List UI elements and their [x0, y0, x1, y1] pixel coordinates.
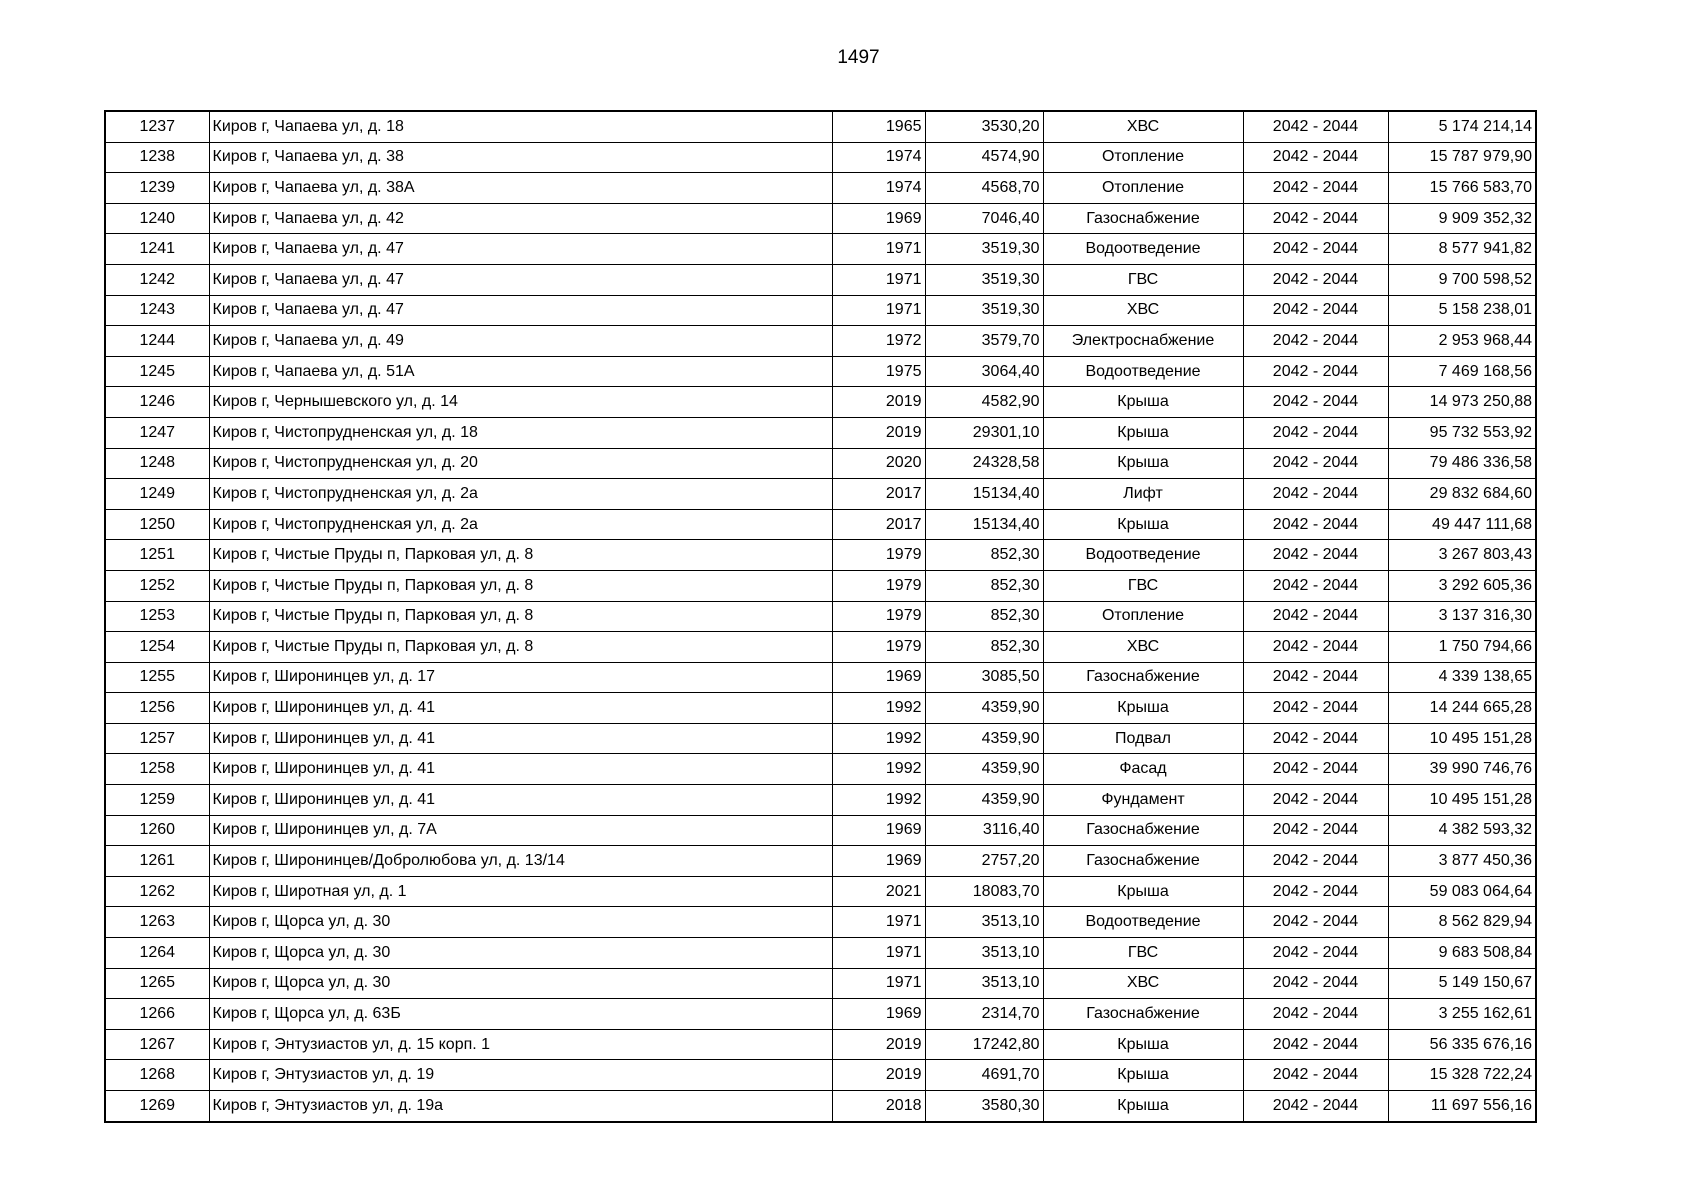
row-number-cell: 1263 [105, 907, 209, 938]
area-cell: 3580,30 [925, 1091, 1043, 1122]
work-type-cell: Крыша [1043, 448, 1243, 479]
area-cell: 3519,30 [925, 295, 1043, 326]
period-cell: 2042 - 2044 [1243, 907, 1388, 938]
table-row [105, 356, 1536, 387]
row-number-cell: 1268 [105, 1060, 209, 1091]
table-row [105, 601, 1536, 632]
table-row [105, 479, 1536, 510]
work-type-cell: Крыша [1043, 387, 1243, 418]
cost-cell: 11 697 556,16 [1388, 1091, 1536, 1122]
row-number-cell: 1242 [105, 264, 209, 295]
table-row [105, 387, 1536, 418]
area-cell: 3116,40 [925, 815, 1043, 846]
address-cell: Киров г, Чистопрудненская ул, д. 20 [209, 448, 832, 479]
year-cell: 1969 [832, 999, 925, 1030]
period-cell: 2042 - 2044 [1243, 356, 1388, 387]
table-row [105, 968, 1536, 999]
year-cell: 2019 [832, 1029, 925, 1060]
year-cell: 1974 [832, 142, 925, 173]
work-type-cell: Газоснабжение [1043, 203, 1243, 234]
year-cell: 1992 [832, 723, 925, 754]
table-row [105, 448, 1536, 479]
work-type-cell: ГВС [1043, 264, 1243, 295]
area-cell: 2757,20 [925, 846, 1043, 877]
row-number-cell: 1249 [105, 479, 209, 510]
table-row [105, 846, 1536, 877]
row-number-cell: 1251 [105, 540, 209, 571]
address-cell: Киров г, Чапаева ул, д. 18 [209, 111, 832, 142]
address-cell: Киров г, Чапаева ул, д. 47 [209, 295, 832, 326]
year-cell: 2019 [832, 417, 925, 448]
table-row [105, 815, 1536, 846]
work-type-cell: Отопление [1043, 601, 1243, 632]
year-cell: 2017 [832, 509, 925, 540]
table-row [105, 540, 1536, 571]
area-cell: 4582,90 [925, 387, 1043, 418]
period-cell: 2042 - 2044 [1243, 968, 1388, 999]
area-cell: 852,30 [925, 540, 1043, 571]
area-cell: 3530,20 [925, 111, 1043, 142]
year-cell: 2021 [832, 876, 925, 907]
row-number-cell: 1256 [105, 693, 209, 724]
address-cell: Киров г, Щорса ул, д. 30 [209, 968, 832, 999]
year-cell: 1979 [832, 540, 925, 571]
year-cell: 1971 [832, 295, 925, 326]
table-row [105, 203, 1536, 234]
period-cell: 2042 - 2044 [1243, 876, 1388, 907]
year-cell: 1992 [832, 754, 925, 785]
address-cell: Киров г, Чистые Пруды п, Парковая ул, д. 8 [209, 601, 832, 632]
cost-cell: 95 732 553,92 [1388, 417, 1536, 448]
table-row [105, 662, 1536, 693]
year-cell: 2018 [832, 1091, 925, 1122]
work-type-cell: Газоснабжение [1043, 999, 1243, 1030]
capital-repair-table [104, 110, 1537, 1123]
year-cell: 1992 [832, 693, 925, 724]
address-cell: Киров г, Щорса ул, д. 30 [209, 907, 832, 938]
table-row [105, 111, 1536, 142]
period-cell: 2042 - 2044 [1243, 785, 1388, 816]
cost-cell: 3 267 803,43 [1388, 540, 1536, 571]
address-cell: Киров г, Широтная ул, д. 1 [209, 876, 832, 907]
row-number-cell: 1253 [105, 601, 209, 632]
work-type-cell: Подвал [1043, 723, 1243, 754]
table-row [105, 723, 1536, 754]
address-cell: Киров г, Чистопрудненская ул, д. 2а [209, 479, 832, 510]
year-cell: 2020 [832, 448, 925, 479]
row-number-cell: 1269 [105, 1091, 209, 1122]
address-cell: Киров г, Чапаева ул, д. 47 [209, 234, 832, 265]
period-cell: 2042 - 2044 [1243, 295, 1388, 326]
area-cell: 17242,80 [925, 1029, 1043, 1060]
address-cell: Киров г, Чистопрудненская ул, д. 2а [209, 509, 832, 540]
year-cell: 1971 [832, 968, 925, 999]
work-type-cell: Крыша [1043, 1029, 1243, 1060]
address-cell: Киров г, Щорса ул, д. 30 [209, 938, 832, 969]
work-type-cell: ГВС [1043, 570, 1243, 601]
address-cell: Киров г, Щорса ул, д. 63Б [209, 999, 832, 1030]
area-cell: 15134,40 [925, 509, 1043, 540]
year-cell: 1975 [832, 356, 925, 387]
address-cell: Киров г, Чистопрудненская ул, д. 18 [209, 417, 832, 448]
work-type-cell: Крыша [1043, 693, 1243, 724]
row-number-cell: 1254 [105, 632, 209, 663]
cost-cell: 9 909 352,32 [1388, 203, 1536, 234]
period-cell: 2042 - 2044 [1243, 417, 1388, 448]
row-number-cell: 1244 [105, 326, 209, 357]
row-number-cell: 1239 [105, 173, 209, 204]
area-cell: 3579,70 [925, 326, 1043, 357]
cost-cell: 5 149 150,67 [1388, 968, 1536, 999]
address-cell: Киров г, Чапаева ул, д. 47 [209, 264, 832, 295]
period-cell: 2042 - 2044 [1243, 1029, 1388, 1060]
period-cell: 2042 - 2044 [1243, 662, 1388, 693]
row-number-cell: 1265 [105, 968, 209, 999]
cost-cell: 2 953 968,44 [1388, 326, 1536, 357]
area-cell: 3519,30 [925, 234, 1043, 265]
table-row [105, 754, 1536, 785]
area-cell: 3085,50 [925, 662, 1043, 693]
row-number-cell: 1260 [105, 815, 209, 846]
cost-cell: 15 328 722,24 [1388, 1060, 1536, 1091]
year-cell: 1971 [832, 264, 925, 295]
cost-cell: 3 137 316,30 [1388, 601, 1536, 632]
area-cell: 2314,70 [925, 999, 1043, 1030]
period-cell: 2042 - 2044 [1243, 111, 1388, 142]
area-cell: 4691,70 [925, 1060, 1043, 1091]
period-cell: 2042 - 2044 [1243, 479, 1388, 510]
row-number-cell: 1257 [105, 723, 209, 754]
table-row [105, 142, 1536, 173]
row-number-cell: 1252 [105, 570, 209, 601]
table-row [105, 295, 1536, 326]
work-type-cell: Отопление [1043, 142, 1243, 173]
period-cell: 2042 - 2044 [1243, 815, 1388, 846]
address-cell: Киров г, Чистые Пруды п, Парковая ул, д. 8 [209, 570, 832, 601]
row-number-cell: 1246 [105, 387, 209, 418]
work-type-cell: Водоотведение [1043, 234, 1243, 265]
year-cell: 1969 [832, 815, 925, 846]
period-cell: 2042 - 2044 [1243, 632, 1388, 663]
work-type-cell: Отопление [1043, 173, 1243, 204]
table-row [105, 632, 1536, 663]
work-type-cell: Крыша [1043, 417, 1243, 448]
work-type-cell: Газоснабжение [1043, 815, 1243, 846]
work-type-cell: ХВС [1043, 111, 1243, 142]
work-type-cell: Лифт [1043, 479, 1243, 510]
period-cell: 2042 - 2044 [1243, 203, 1388, 234]
address-cell: Киров г, Широнинцев ул, д. 41 [209, 754, 832, 785]
area-cell: 18083,70 [925, 876, 1043, 907]
row-number-cell: 1247 [105, 417, 209, 448]
address-cell: Киров г, Энтузиастов ул, д. 15 корп. 1 [209, 1029, 832, 1060]
address-cell: Киров г, Широнинцев ул, д. 41 [209, 693, 832, 724]
row-number-cell: 1248 [105, 448, 209, 479]
address-cell: Киров г, Чернышевского ул, д. 14 [209, 387, 832, 418]
cost-cell: 56 335 676,16 [1388, 1029, 1536, 1060]
cost-cell: 9 700 598,52 [1388, 264, 1536, 295]
period-cell: 2042 - 2044 [1243, 448, 1388, 479]
row-number-cell: 1240 [105, 203, 209, 234]
row-number-cell: 1266 [105, 999, 209, 1030]
area-cell: 4359,90 [925, 693, 1043, 724]
area-cell: 4359,90 [925, 723, 1043, 754]
work-type-cell: ГВС [1043, 938, 1243, 969]
table-row [105, 264, 1536, 295]
period-cell: 2042 - 2044 [1243, 173, 1388, 204]
cost-cell: 8 562 829,94 [1388, 907, 1536, 938]
year-cell: 2019 [832, 387, 925, 418]
year-cell: 1992 [832, 785, 925, 816]
area-cell: 3513,10 [925, 938, 1043, 969]
row-number-cell: 1238 [105, 142, 209, 173]
area-cell: 3064,40 [925, 356, 1043, 387]
cost-cell: 39 990 746,76 [1388, 754, 1536, 785]
work-type-cell: Крыша [1043, 509, 1243, 540]
table-row [105, 907, 1536, 938]
period-cell: 2042 - 2044 [1243, 1091, 1388, 1122]
cost-cell: 3 292 605,36 [1388, 570, 1536, 601]
address-cell: Киров г, Энтузиастов ул, д. 19а [209, 1091, 832, 1122]
area-cell: 7046,40 [925, 203, 1043, 234]
table-row [105, 876, 1536, 907]
area-cell: 852,30 [925, 632, 1043, 663]
cost-cell: 4 339 138,65 [1388, 662, 1536, 693]
area-cell: 29301,10 [925, 417, 1043, 448]
cost-cell: 10 495 151,28 [1388, 785, 1536, 816]
work-type-cell: Фундамент [1043, 785, 1243, 816]
work-type-cell: ХВС [1043, 295, 1243, 326]
row-number-cell: 1243 [105, 295, 209, 326]
year-cell: 1971 [832, 234, 925, 265]
cost-cell: 9 683 508,84 [1388, 938, 1536, 969]
year-cell: 1971 [832, 938, 925, 969]
area-cell: 4574,90 [925, 142, 1043, 173]
cost-cell: 15 787 979,90 [1388, 142, 1536, 173]
cost-cell: 7 469 168,56 [1388, 356, 1536, 387]
area-cell: 3513,10 [925, 907, 1043, 938]
cost-cell: 1 750 794,66 [1388, 632, 1536, 663]
address-cell: Киров г, Чапаева ул, д. 38 [209, 142, 832, 173]
work-type-cell: Газоснабжение [1043, 662, 1243, 693]
work-type-cell: Крыша [1043, 1060, 1243, 1091]
table-row [105, 1060, 1536, 1091]
area-cell: 4359,90 [925, 785, 1043, 816]
row-number-cell: 1237 [105, 111, 209, 142]
period-cell: 2042 - 2044 [1243, 754, 1388, 785]
address-cell: Киров г, Широнинцев ул, д. 41 [209, 785, 832, 816]
year-cell: 1979 [832, 632, 925, 663]
area-cell: 15134,40 [925, 479, 1043, 510]
cost-cell: 14 973 250,88 [1388, 387, 1536, 418]
cost-cell: 8 577 941,82 [1388, 234, 1536, 265]
year-cell: 1971 [832, 907, 925, 938]
table-row [105, 938, 1536, 969]
table-row [105, 234, 1536, 265]
address-cell: Киров г, Чапаева ул, д. 42 [209, 203, 832, 234]
area-cell: 852,30 [925, 570, 1043, 601]
row-number-cell: 1258 [105, 754, 209, 785]
cost-cell: 79 486 336,58 [1388, 448, 1536, 479]
address-cell: Киров г, Чапаева ул, д. 51А [209, 356, 832, 387]
period-cell: 2042 - 2044 [1243, 999, 1388, 1030]
row-number-cell: 1259 [105, 785, 209, 816]
year-cell: 1979 [832, 601, 925, 632]
area-cell: 4359,90 [925, 754, 1043, 785]
work-type-cell: Водоотведение [1043, 540, 1243, 571]
table-row [105, 1091, 1536, 1122]
row-number-cell: 1264 [105, 938, 209, 969]
period-cell: 2042 - 2044 [1243, 1060, 1388, 1091]
year-cell: 1979 [832, 570, 925, 601]
table-row [105, 785, 1536, 816]
year-cell: 1969 [832, 662, 925, 693]
address-cell: Киров г, Энтузиастов ул, д. 19 [209, 1060, 832, 1091]
table-row [105, 509, 1536, 540]
period-cell: 2042 - 2044 [1243, 601, 1388, 632]
table-body [105, 111, 1536, 1122]
table-row [105, 570, 1536, 601]
work-type-cell: Водоотведение [1043, 356, 1243, 387]
area-cell: 3513,10 [925, 968, 1043, 999]
period-cell: 2042 - 2044 [1243, 723, 1388, 754]
cost-cell: 10 495 151,28 [1388, 723, 1536, 754]
work-type-cell: Крыша [1043, 876, 1243, 907]
row-number-cell: 1262 [105, 876, 209, 907]
cost-cell: 49 447 111,68 [1388, 509, 1536, 540]
year-cell: 1969 [832, 203, 925, 234]
row-number-cell: 1255 [105, 662, 209, 693]
address-cell: Киров г, Чистые Пруды п, Парковая ул, д. 8 [209, 540, 832, 571]
row-number-cell: 1241 [105, 234, 209, 265]
row-number-cell: 1250 [105, 509, 209, 540]
address-cell: Киров г, Широнинцев/Добролюбова ул, д. 13/14 [209, 846, 832, 877]
area-cell: 24328,58 [925, 448, 1043, 479]
area-cell: 852,30 [925, 601, 1043, 632]
table-row [105, 417, 1536, 448]
period-cell: 2042 - 2044 [1243, 509, 1388, 540]
work-type-cell: ХВС [1043, 632, 1243, 663]
address-cell: Киров г, Чапаева ул, д. 38А [209, 173, 832, 204]
table-row [105, 999, 1536, 1030]
cost-cell: 29 832 684,60 [1388, 479, 1536, 510]
work-type-cell: Электроснабжение [1043, 326, 1243, 357]
address-cell: Киров г, Широнинцев ул, д. 17 [209, 662, 832, 693]
year-cell: 1965 [832, 111, 925, 142]
period-cell: 2042 - 2044 [1243, 142, 1388, 173]
work-type-cell: Фасад [1043, 754, 1243, 785]
period-cell: 2042 - 2044 [1243, 938, 1388, 969]
year-cell: 2017 [832, 479, 925, 510]
address-cell: Киров г, Чистые Пруды п, Парковая ул, д. 8 [209, 632, 832, 663]
period-cell: 2042 - 2044 [1243, 693, 1388, 724]
cost-cell: 59 083 064,64 [1388, 876, 1536, 907]
area-cell: 3519,30 [925, 264, 1043, 295]
row-number-cell: 1261 [105, 846, 209, 877]
cost-cell: 5 174 214,14 [1388, 111, 1536, 142]
period-cell: 2042 - 2044 [1243, 326, 1388, 357]
cost-cell: 14 244 665,28 [1388, 693, 1536, 724]
cost-cell: 5 158 238,01 [1388, 295, 1536, 326]
work-type-cell: Водоотведение [1043, 907, 1243, 938]
work-type-cell: Крыша [1043, 1091, 1243, 1122]
page-number: 1497 [837, 47, 880, 68]
cost-cell: 4 382 593,32 [1388, 815, 1536, 846]
table-row [105, 173, 1536, 204]
address-cell: Киров г, Широнинцев ул, д. 41 [209, 723, 832, 754]
period-cell: 2042 - 2044 [1243, 570, 1388, 601]
row-number-cell: 1245 [105, 356, 209, 387]
row-number-cell: 1267 [105, 1029, 209, 1060]
cost-cell: 15 766 583,70 [1388, 173, 1536, 204]
year-cell: 1974 [832, 173, 925, 204]
table-row [105, 326, 1536, 357]
table-row [105, 693, 1536, 724]
table-row [105, 1029, 1536, 1060]
period-cell: 2042 - 2044 [1243, 540, 1388, 571]
cost-cell: 3 877 450,36 [1388, 846, 1536, 877]
cost-cell: 3 255 162,61 [1388, 999, 1536, 1030]
address-cell: Киров г, Широнинцев ул, д. 7А [209, 815, 832, 846]
work-type-cell: Газоснабжение [1043, 846, 1243, 877]
work-type-cell: ХВС [1043, 968, 1243, 999]
period-cell: 2042 - 2044 [1243, 846, 1388, 877]
year-cell: 2019 [832, 1060, 925, 1091]
period-cell: 2042 - 2044 [1243, 234, 1388, 265]
period-cell: 2042 - 2044 [1243, 387, 1388, 418]
area-cell: 4568,70 [925, 173, 1043, 204]
address-cell: Киров г, Чапаева ул, д. 49 [209, 326, 832, 357]
year-cell: 1969 [832, 846, 925, 877]
year-cell: 1972 [832, 326, 925, 357]
period-cell: 2042 - 2044 [1243, 264, 1388, 295]
